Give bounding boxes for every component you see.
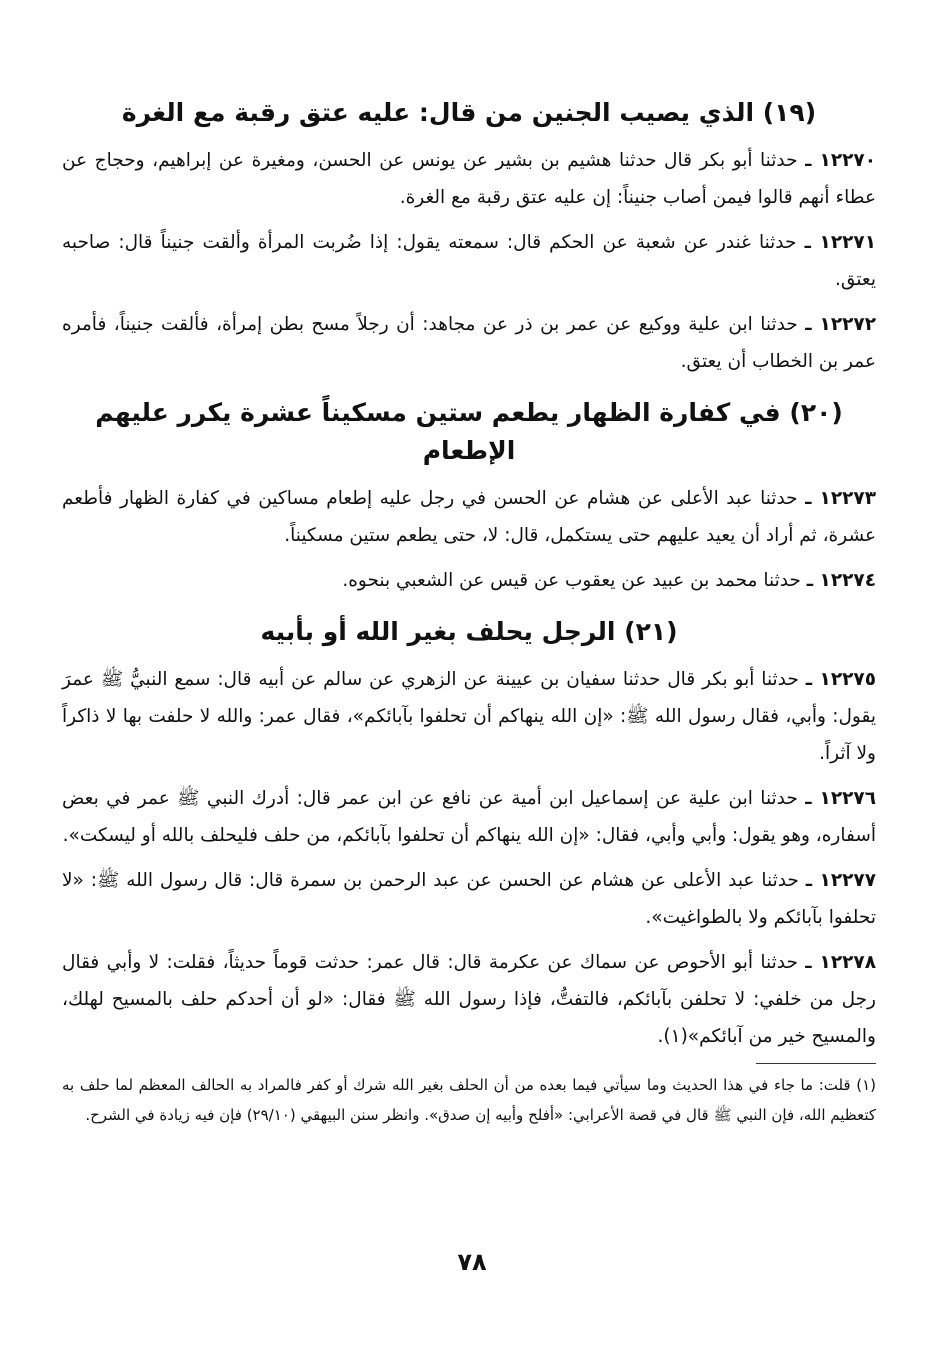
hadith-12278 [62, 944, 876, 1055]
hadith-text: حدثنا أبو بكر قال حدثنا سفيان بن عيينة عن الزهري عن سالم عن أبيه قال: سمع النبيُّ ﷺ عمرَ يقول: وأبي، فقال رسول الله ﷺ: «إن الله ينهاكم أن تحلفوا بآبائكم»، فقال عمر: والله لا حلفت بها لا ذاكراً ولا آثراً. [62, 669, 876, 764]
hadith-text: حدثنا غندر عن شعبة عن الحكم قال: سمعته يقول: إذا ضُربت المرأة وألقت جنيناً قال: صاحبه يعتق. [62, 232, 876, 290]
hadith-number: ١٢٢٧١ ـ [804, 232, 877, 253]
hadith-text: حدثنا محمد بن عبيد عن يعقوب عن قيس عن الشعبي بنحوه. [342, 570, 801, 591]
hadith-text: حدثنا أبو بكر قال حدثنا هشيم بن بشير عن يونس عن الحسن، ومغيرة عن إبراهيم، وحجاج عن عطاء أنهم قالوا فيمن أصاب جنيناً: إن عليه عتق رقبة مع الغرة. [62, 150, 876, 208]
hadith-12270 [62, 142, 876, 216]
hadith-number: ١٢٢٧٦ ـ [805, 788, 876, 809]
section-title-20: (٢٠) في كفارة الظهار يطعم ستين مسكيناً عشرة يكرر عليهم الإطعام [95, 398, 843, 465]
hadith-12273 [62, 480, 876, 554]
hadith-text: حدثنا ابن علية عن إسماعيل ابن أمية عن نافع عن ابن عمر قال: أدرك النبي ﷺ عمر في بعض أسفاره، وهو يقول: وأبي وأبي، فقال: «إن الله ينهاكم أن تحلفوا بآبائكم، من حلف فليحلف بالله أو ليسكت». [62, 788, 876, 846]
hadith-number: ١٢٢٧٥ ـ [805, 669, 877, 690]
footnote: (١) قلت: ما جاء في هذا الحديث وما سيأتي فيما بعده من أن الحلف بغير الله شرك أو كفر فالمراد به الحالف المعظم لما حلف به كتعظيم الله، فإن النبي ﷺ قال في قصة الأعرابي: «أفلح وأبيه إن صدق». وانظر سنن البيهقي (٢٩/١٠) فإن فيه زيادة في الشرح. [62, 1076, 876, 1124]
hadith-12274 [62, 562, 876, 599]
section-title-21: (٢١) الرجل يحلف بغير الله أو بأبيه [260, 617, 678, 646]
section-title-19: (١٩) الذي يصيب الجنين من قال: عليه عتق رقبة مع الغرة [121, 98, 817, 127]
hadith-text: حدثنا ابن علية ووكيع عن عمر بن ذر عن مجاهد: أن رجلاً مسح بطن إمرأة، فألقت جنيناً، فأمره عمر بن الخطاب أن يعتق. [62, 314, 876, 372]
hadith-number: ١٢٢٧٤ ـ [806, 570, 876, 591]
hadith-12271 [62, 224, 876, 298]
hadith-12275 [62, 661, 876, 772]
hadith-12277 [62, 862, 876, 936]
hadith-number: ١٢٢٧٨ ـ [805, 952, 876, 973]
hadith-text: حدثنا أبو الأحوص عن سماك عن عكرمة قال: قال عمر: حدثت قوماً حديثاً، فقلت: لا وأبي فقال رجل من خلفي: لا تحلفن بآبائكم، فالتفتُّ، فإذا رسول الله ﷺ فقال: «لو أن أحدكم حلف بالمسيح لهلك، والمسيح خير من آبائكم»(١). [62, 952, 876, 1047]
hadith-text: حدثنا عبد الأعلى عن هشام عن الحسن عن عبد الرحمن بن سمرة قال: قال رسول الله ﷺ: «لا تحلفوا بآبائكم ولا بالطواغيت». [62, 870, 876, 928]
hadith-12276 [62, 780, 876, 854]
footnote-divider [756, 1063, 876, 1064]
hadith-number: ١٢٢٧٢ ـ [805, 314, 876, 335]
hadith-number: ١٢٢٧٠ ـ [805, 150, 876, 171]
page-number: ٧٨ [457, 1248, 487, 1276]
hadith-number: ١٢٢٧٧ ـ [805, 870, 877, 891]
hadith-text: حدثنا عبد الأعلى عن هشام عن الحسن في رجل عليه إطعام مساكين في كفارة الظهار فأطعم عشرة، ثم أراد أن يعيد عليهم حتى يستكمل، قال: لا، حتى يطعم ستين مسكيناً. [62, 488, 876, 546]
hadith-12272 [62, 306, 876, 380]
hadith-number: ١٢٢٧٣ ـ [805, 488, 876, 509]
document-page [62, 80, 876, 1130]
